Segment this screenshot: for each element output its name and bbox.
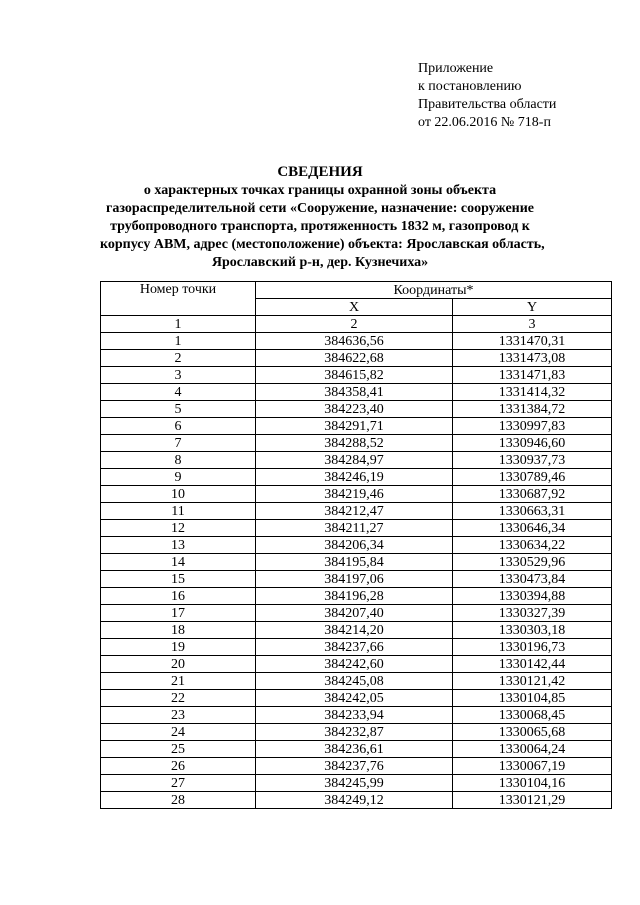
appendix-line: Приложение (418, 61, 494, 76)
cell-y: 1331470,31 (453, 333, 612, 350)
cell-point-number: 26 (101, 758, 256, 775)
table-row (101, 537, 612, 554)
cell-point-number: 11 (101, 503, 256, 520)
cell-x: 384206,34 (256, 537, 453, 554)
cell-y: 1331473,08 (453, 350, 612, 367)
appendix-line: к постановлению (418, 79, 522, 94)
table-row (101, 622, 612, 639)
cell-point-number: 4 (101, 384, 256, 401)
cell-y: 1330789,46 (453, 469, 612, 486)
cell-point-number: 5 (101, 401, 256, 418)
column-number: 2 (256, 316, 453, 333)
cell-x: 384245,99 (256, 775, 453, 792)
table-row (101, 639, 612, 656)
cell-x: 384242,60 (256, 656, 453, 673)
cell-point-number: 17 (101, 605, 256, 622)
cell-x: 384291,71 (256, 418, 453, 435)
cell-point-number: 12 (101, 520, 256, 537)
cell-point-number: 9 (101, 469, 256, 486)
cell-y: 1330327,39 (453, 605, 612, 622)
cell-x: 384233,94 (256, 707, 453, 724)
header-x: X (256, 299, 453, 316)
table-row (101, 452, 612, 469)
cell-x: 384242,05 (256, 690, 453, 707)
cell-y: 1330394,88 (453, 588, 612, 605)
table-header (101, 282, 612, 333)
cell-y: 1330065,68 (453, 724, 612, 741)
cell-x: 384219,46 (256, 486, 453, 503)
table-row (101, 350, 612, 367)
cell-y: 1330946,60 (453, 435, 612, 452)
table-row (101, 333, 612, 350)
table-row (101, 554, 612, 571)
cell-point-number: 10 (101, 486, 256, 503)
table-row (101, 435, 612, 452)
cell-y: 1330142,44 (453, 656, 612, 673)
column-number: 3 (453, 316, 612, 333)
header-point-number: Номер точки (101, 282, 256, 316)
table-row (101, 520, 612, 537)
cell-point-number: 23 (101, 707, 256, 724)
table-row (101, 656, 612, 673)
cell-point-number: 15 (101, 571, 256, 588)
cell-y: 1330104,16 (453, 775, 612, 792)
cell-point-number: 13 (101, 537, 256, 554)
cell-point-number: 25 (101, 741, 256, 758)
cell-y: 1330687,92 (453, 486, 612, 503)
cell-y: 1330121,29 (453, 792, 612, 809)
cell-x: 384358,41 (256, 384, 453, 401)
header-coordinates: Координаты* (256, 282, 612, 299)
cell-point-number: 20 (101, 656, 256, 673)
header-y: Y (453, 299, 612, 316)
table-row (101, 707, 612, 724)
table-row (101, 673, 612, 690)
table-body (101, 333, 612, 809)
cell-x: 384223,40 (256, 401, 453, 418)
cell-point-number: 18 (101, 622, 256, 639)
title-line: газораспределительной сети «Сооружение, назначение: сооружение (105, 201, 535, 216)
cell-x: 384245,08 (256, 673, 453, 690)
table-row (101, 486, 612, 503)
title-line: корпусу АВМ, адрес (местоположение) объекта: Ярославская область, (100, 237, 545, 252)
appendix-note (418, 60, 556, 132)
cell-point-number: 8 (101, 452, 256, 469)
cell-point-number: 3 (101, 367, 256, 384)
column-number: 1 (101, 316, 256, 333)
coordinates-table (100, 281, 612, 809)
table-row (101, 792, 612, 809)
table-row (101, 384, 612, 401)
cell-point-number: 27 (101, 775, 256, 792)
cell-point-number: 1 (101, 333, 256, 350)
cell-point-number: 28 (101, 792, 256, 809)
table-row (101, 775, 612, 792)
table-row (101, 503, 612, 520)
cell-point-number: 7 (101, 435, 256, 452)
cell-point-number: 2 (101, 350, 256, 367)
cell-y: 1330121,42 (453, 673, 612, 690)
cell-x: 384195,84 (256, 554, 453, 571)
cell-y: 1330303,18 (453, 622, 612, 639)
cell-x: 384197,06 (256, 571, 453, 588)
cell-y: 1331414,32 (453, 384, 612, 401)
cell-point-number: 24 (101, 724, 256, 741)
cell-x: 384207,40 (256, 605, 453, 622)
table-row (101, 758, 612, 775)
table-row (101, 418, 612, 435)
cell-point-number: 21 (101, 673, 256, 690)
cell-x: 384246,19 (256, 469, 453, 486)
table-row (101, 367, 612, 384)
appendix-line: Правительства области (418, 97, 557, 112)
table-row (101, 605, 612, 622)
title-line: о характерных точках границы охранной зоны объекта (143, 183, 497, 198)
table-row (101, 741, 612, 758)
table-row (101, 588, 612, 605)
cell-y: 1330646,34 (453, 520, 612, 537)
cell-y: 1330529,96 (453, 554, 612, 571)
cell-x: 384211,27 (256, 520, 453, 537)
cell-point-number: 14 (101, 554, 256, 571)
cell-y: 1330937,73 (453, 452, 612, 469)
cell-point-number: 19 (101, 639, 256, 656)
table-row (101, 571, 612, 588)
cell-y: 1330473,84 (453, 571, 612, 588)
cell-x: 384236,61 (256, 741, 453, 758)
cell-x: 384622,68 (256, 350, 453, 367)
cell-x: 384196,28 (256, 588, 453, 605)
cell-x: 384636,56 (256, 333, 453, 350)
cell-x: 384237,76 (256, 758, 453, 775)
cell-x: 384249,12 (256, 792, 453, 809)
cell-x: 384232,87 (256, 724, 453, 741)
cell-y: 1330663,31 (453, 503, 612, 520)
cell-y: 1330196,73 (453, 639, 612, 656)
appendix-date-line: от 22.06.2016 № 718-п (418, 115, 551, 130)
cell-y: 1330634,22 (453, 537, 612, 554)
document-title (100, 163, 545, 272)
table-row (101, 469, 612, 486)
cell-x: 384237,66 (256, 639, 453, 656)
title-line: трубопроводного транспорта, протяженность 1832 м, газопровод к (110, 219, 530, 234)
cell-point-number: 16 (101, 588, 256, 605)
cell-x: 384284,97 (256, 452, 453, 469)
cell-x: 384212,47 (256, 503, 453, 520)
cell-point-number: 22 (101, 690, 256, 707)
cell-y: 1330104,85 (453, 690, 612, 707)
title-heading: СВЕДЕНИЯ (277, 164, 363, 180)
cell-x: 384615,82 (256, 367, 453, 384)
title-line: Ярославский р-н, дер. Кузнечиха» (211, 255, 429, 270)
cell-y: 1331384,72 (453, 401, 612, 418)
cell-y: 1330997,83 (453, 418, 612, 435)
cell-x: 384288,52 (256, 435, 453, 452)
cell-y: 1330064,24 (453, 741, 612, 758)
table-row (101, 690, 612, 707)
cell-y: 1330068,45 (453, 707, 612, 724)
table-row (101, 401, 612, 418)
cell-y: 1331471,83 (453, 367, 612, 384)
cell-x: 384214,20 (256, 622, 453, 639)
cell-point-number: 6 (101, 418, 256, 435)
cell-y: 1330067,19 (453, 758, 612, 775)
table-row (101, 724, 612, 741)
